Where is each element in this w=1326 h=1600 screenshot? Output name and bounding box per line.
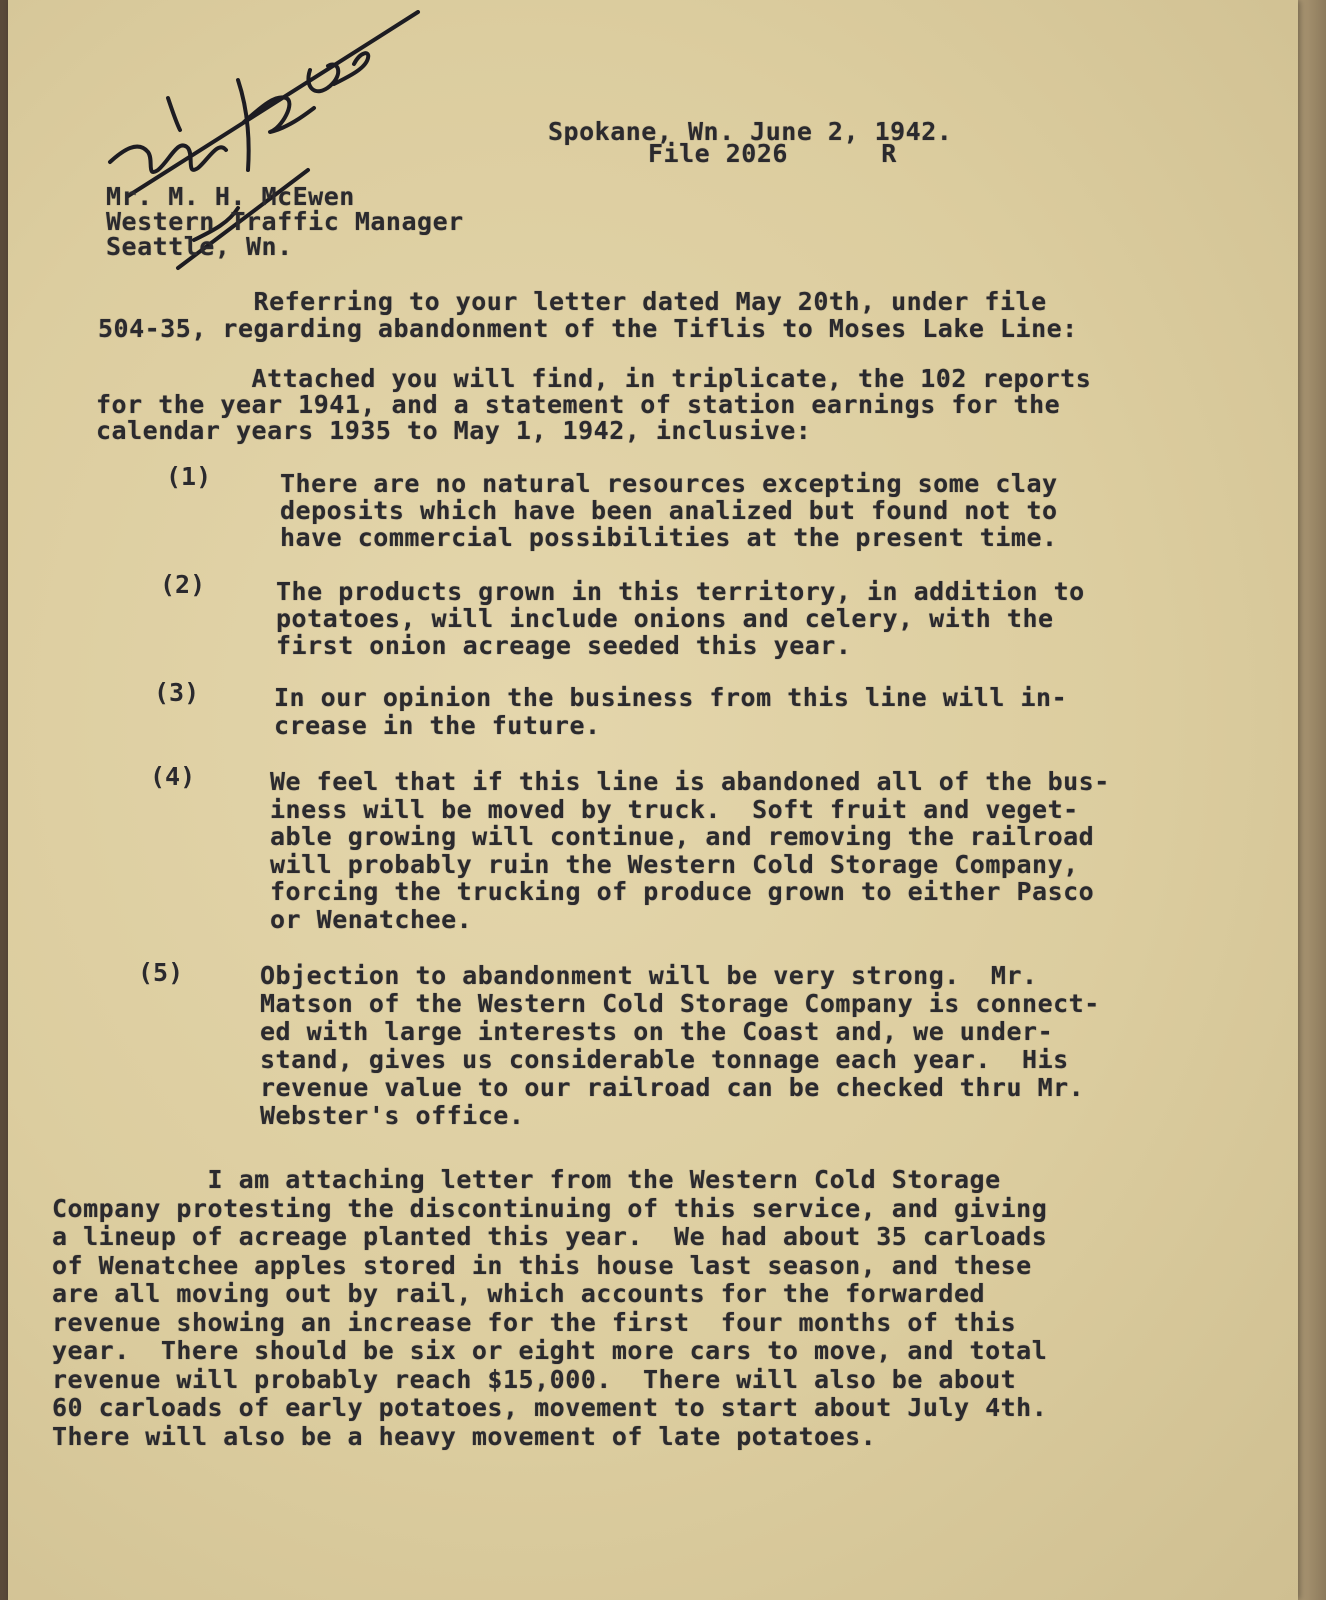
item-number: (1) xyxy=(166,462,212,491)
closing-paragraph xyxy=(52,1166,1047,1451)
item-2-text xyxy=(276,578,1085,659)
item-line: revenue value to our railroad can be checked thru Mr. xyxy=(260,1073,1085,1102)
item-line: In our opinion the business from this line will in- xyxy=(274,683,1068,712)
opening-paragraph xyxy=(98,288,1078,342)
paragraph-line: for the year 1941, and a statement of station earnings for the xyxy=(96,390,1061,419)
item-line: There are no natural resources excepting some clay xyxy=(280,469,1058,498)
item-line: Objection to abandonment will be very strong. Mr. xyxy=(260,961,1038,990)
attachment-paragraph xyxy=(96,366,1091,444)
item-line: ed with large interests on the Coast and, we under- xyxy=(260,1017,1054,1046)
item-number: (5) xyxy=(138,958,184,987)
item-line: Matson of the Western Cold Storage Company is connect- xyxy=(260,989,1100,1018)
item-line: have commercial possibilities at the present time. xyxy=(280,523,1058,552)
paragraph-line: Attached you will find, in triplicate, the 102 reports xyxy=(96,364,1092,393)
file-number-line: File 2026 R xyxy=(648,139,897,168)
item-5-text xyxy=(260,962,1100,1130)
item-line: or Wenatchee. xyxy=(270,904,473,934)
recipient-address xyxy=(106,184,464,259)
letter-page xyxy=(8,0,1298,1600)
item-line: will probably ruin the Western Cold Storage Company, xyxy=(270,849,1079,879)
paragraph-line: year. There should be six or eight more cars to move, and total xyxy=(52,1336,1048,1365)
item-number: (4) xyxy=(150,762,196,791)
item-number: (2) xyxy=(160,570,206,599)
paragraph-line: 60 carloads of early potatoes, movement to start about July 4th. xyxy=(52,1393,1048,1422)
paragraph-line: revenue showing an increase for the first four months of this xyxy=(52,1307,1017,1337)
item-line: stand, gives us considerable tonnage each year. His xyxy=(260,1045,1069,1074)
date-line: Spokane, Wn. June 2, 1942. xyxy=(548,117,953,146)
paragraph-line: There will also be a heavy movement of late potatoes. xyxy=(52,1421,877,1451)
item-3-text xyxy=(274,684,1067,740)
item-line: crease in the future. xyxy=(274,711,601,740)
item-line: iness will be moved by truck. Soft fruit and veget- xyxy=(270,794,1079,824)
paragraph-line: revenue will probably reach $15,000. There will also be about xyxy=(52,1364,1017,1394)
item-line: Webster's office. xyxy=(260,1101,525,1130)
item-number: (3) xyxy=(154,678,200,707)
paragraph-line: of Wenatchee apples stored in this house last season, and these xyxy=(52,1250,1032,1280)
paragraph-line: I am attaching letter from the Western Cold Storage xyxy=(52,1165,1001,1194)
paragraph-line: Company protesting the discontinuing of this service, and giving xyxy=(52,1193,1048,1223)
item-line: deposits which have been analized but found not to xyxy=(280,496,1058,525)
recipient-city: Seattle, Wn. xyxy=(106,232,293,261)
paragraph-line: a lineup of acreage planted this year. We had about 35 carloads xyxy=(52,1222,1048,1251)
item-1-text xyxy=(280,470,1058,551)
item-line: forcing the trucking of produce grown to either Pasco xyxy=(270,877,1095,906)
recipient-name: Mr. M. H. McEwen xyxy=(106,182,355,211)
item-line: able growing will continue, and removing the railroad xyxy=(270,822,1095,851)
item-line: potatoes, will include onions and celery, with the xyxy=(276,604,1054,633)
paragraph-line: 504-35, regarding abandonment of the Tiflis to Moses Lake Line: xyxy=(98,314,1078,343)
item-line: The products grown in this territory, in addition to xyxy=(276,577,1085,606)
paragraph-line: Referring to your letter dated May 20th, under file xyxy=(98,287,1047,316)
paragraph-line: calendar years 1935 to May 1, 1942, inclusive: xyxy=(96,416,812,445)
item-line: first onion acreage seeded this year. xyxy=(276,631,852,660)
item-4-text xyxy=(270,768,1110,933)
recipient-title: Western Traffic Manager xyxy=(106,207,464,236)
paragraph-line: are all moving out by rail, which accounts for the forwarded xyxy=(52,1279,986,1308)
item-line: We feel that if this line is abandoned all of the bus- xyxy=(270,767,1110,796)
